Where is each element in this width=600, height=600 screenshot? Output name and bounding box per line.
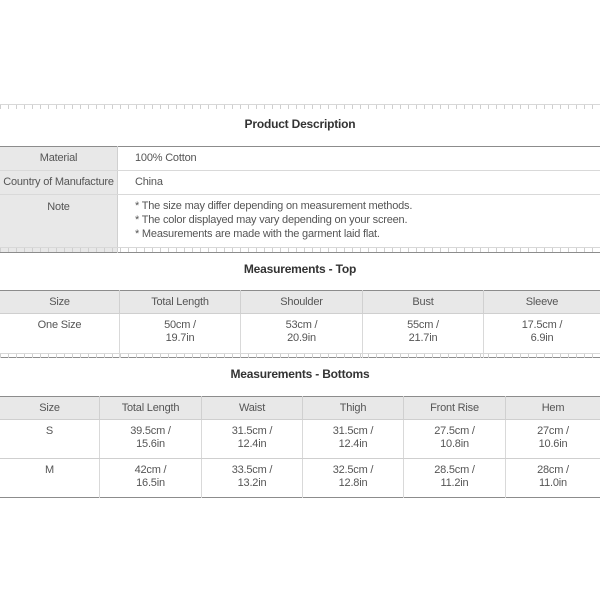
measurements-top-title: Measurements - Top xyxy=(243,262,357,276)
inch-value: 12.4in xyxy=(237,438,267,450)
cm-value: 27.5cm / xyxy=(434,425,475,437)
column-header: Shoulder xyxy=(241,291,363,314)
measurement-cell xyxy=(241,314,363,358)
cm-value: 32.5cm / xyxy=(332,464,374,476)
note-line: * The color displayed may vary depending on your screen. xyxy=(135,214,408,226)
table-row xyxy=(0,459,600,498)
row-label: Note xyxy=(0,195,118,253)
cm-value: 31.5cm / xyxy=(332,425,374,437)
measurement-cell xyxy=(303,420,404,459)
measurement-cell xyxy=(100,459,202,498)
measurement-cell xyxy=(506,420,600,459)
column-header: Sleeve xyxy=(484,291,600,314)
cm-value: 17.5cm / xyxy=(521,319,563,331)
column-header: Size xyxy=(0,397,100,420)
inch-value: 6.9in xyxy=(530,332,554,344)
inch-value: 21.7in xyxy=(408,332,438,344)
size-cell: M xyxy=(0,459,100,498)
measurement-cell xyxy=(404,420,506,459)
cm-value: 39.5cm / xyxy=(130,425,171,437)
ruler-divider xyxy=(0,353,600,361)
measurement-cell xyxy=(363,314,484,358)
cm-value: 28.5cm / xyxy=(434,464,475,476)
inch-value: 12.8in xyxy=(338,477,368,489)
inch-value: 13.2in xyxy=(237,477,267,489)
note-line: * Measurements are made with the garment laid flat. xyxy=(135,228,380,240)
inch-value: 10.8in xyxy=(440,438,469,450)
measurements-bottoms-table xyxy=(0,396,600,498)
measurement-cell xyxy=(120,314,241,358)
inch-value: 11.2in xyxy=(440,477,469,489)
table-row xyxy=(0,314,600,358)
column-header: Thigh xyxy=(303,397,404,420)
inch-value: 10.6in xyxy=(538,438,568,450)
measurement-cell xyxy=(484,314,600,358)
column-header: Bust xyxy=(363,291,484,314)
note-line: * The size may differ depending on measurement methods. xyxy=(135,200,413,212)
column-header: Total Length xyxy=(100,397,202,420)
product-description-title: Product Description xyxy=(244,117,356,131)
measurements-top-table xyxy=(0,290,600,358)
row-label: Country of Manufacture xyxy=(0,171,118,195)
measurements-bottoms-title: Measurements - Bottoms xyxy=(230,367,370,381)
inch-value: 16.5in xyxy=(136,477,165,489)
column-header: Front Rise xyxy=(404,397,506,420)
cm-value: 42cm / xyxy=(134,464,167,476)
ruler-divider xyxy=(0,104,600,112)
inch-value: 12.4in xyxy=(338,438,368,450)
cm-value: 55cm / xyxy=(407,319,439,331)
size-cell: S xyxy=(0,420,100,459)
table-row xyxy=(0,171,600,195)
inch-value: 11.0in xyxy=(539,477,567,489)
column-header: Total Length xyxy=(120,291,241,314)
product-description-table xyxy=(0,146,600,253)
inch-value: 15.6in xyxy=(136,438,165,450)
measurement-cell xyxy=(202,459,303,498)
cm-value: 31.5cm / xyxy=(231,425,273,437)
cm-value: 53cm / xyxy=(285,319,318,331)
header-row xyxy=(0,397,600,420)
cm-value: 27cm / xyxy=(537,425,569,437)
measurement-cell xyxy=(303,459,404,498)
column-header: Size xyxy=(0,291,120,314)
ruler-divider xyxy=(0,247,600,255)
table-row xyxy=(0,420,600,459)
column-header: Waist xyxy=(202,397,303,420)
inch-value: 19.7in xyxy=(165,332,195,344)
table-row xyxy=(0,195,600,253)
cm-value: 50cm / xyxy=(164,319,196,331)
measurement-cell xyxy=(404,459,506,498)
row-value xyxy=(118,195,600,253)
row-value: China xyxy=(118,171,600,195)
cm-value: 33.5cm / xyxy=(231,464,273,476)
row-value: 100% Cotton xyxy=(118,147,600,171)
table-row xyxy=(0,147,600,171)
header-row xyxy=(0,291,600,314)
inch-value: 20.9in xyxy=(287,332,316,344)
measurement-cell xyxy=(506,459,600,498)
measurement-cell xyxy=(100,420,202,459)
column-header: Hem xyxy=(506,397,600,420)
row-label: Material xyxy=(0,147,118,171)
size-cell: One Size xyxy=(0,314,120,358)
measurement-cell xyxy=(202,420,303,459)
cm-value: 28cm / xyxy=(537,464,569,476)
